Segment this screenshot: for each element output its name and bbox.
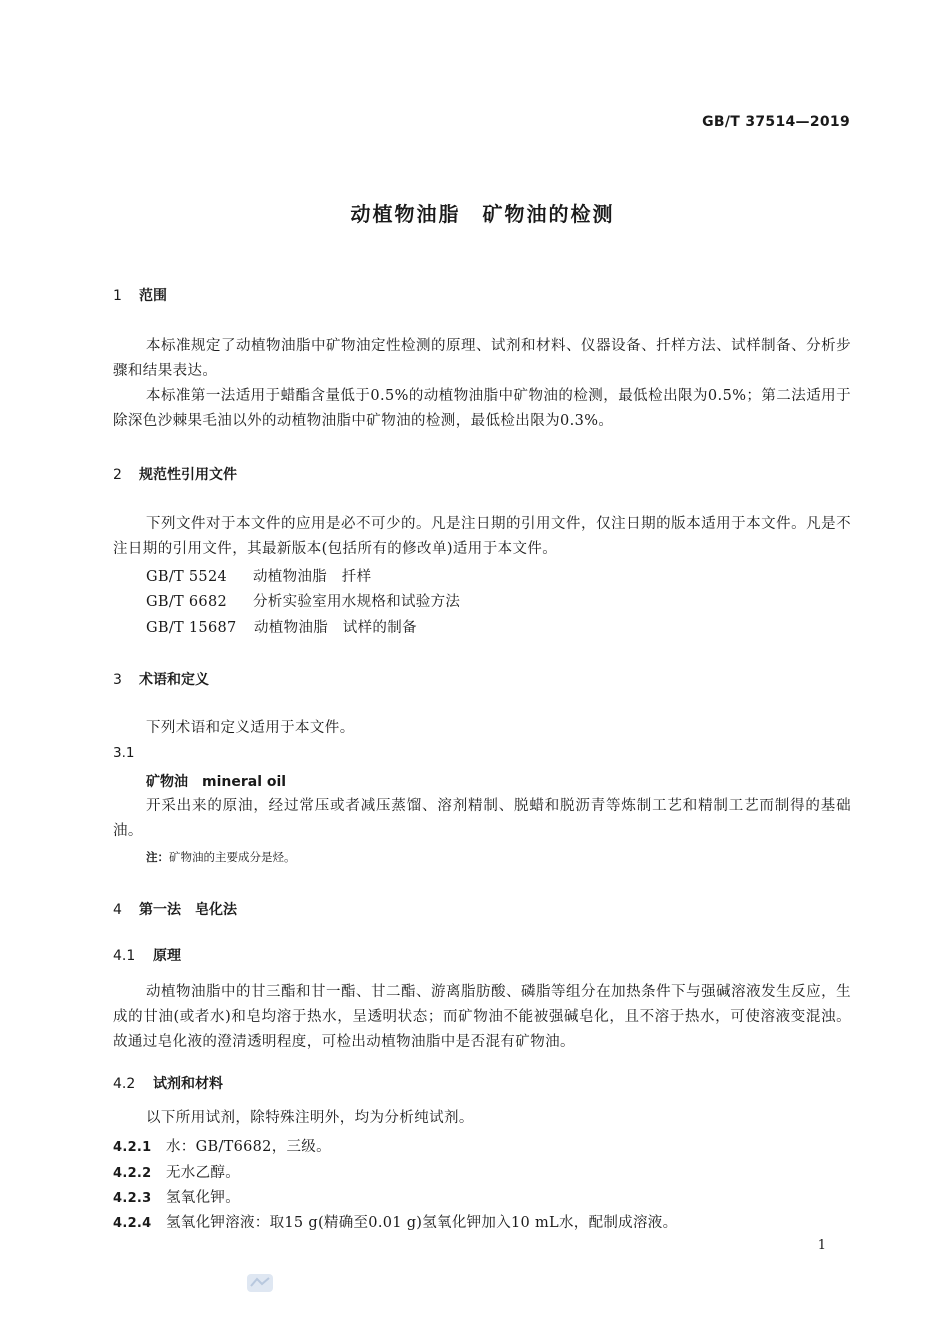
section-number: 2 — [113, 467, 122, 483]
page-number: 1 — [817, 1238, 826, 1253]
section-number: 1 — [113, 288, 122, 304]
note-text: 矿物油的主要成分是烃。 — [169, 850, 296, 864]
subsection-4-2-heading — [113, 1073, 223, 1093]
reagent-item — [113, 1186, 240, 1207]
item-number: 4.2.4 — [113, 1216, 152, 1231]
section-number: 4 — [113, 902, 122, 918]
reference-item — [146, 565, 371, 586]
term-note — [146, 849, 296, 865]
reference-code: GB/T 15687 — [146, 620, 237, 636]
section-title: 规范性引用文件 — [139, 467, 237, 483]
reference-code: GB/T 6682 — [146, 594, 228, 610]
subsection-4-1-paragraph: 动植物油脂中的甘三酯和甘一酯、甘二酯、游离脂肪酸、磷脂等组分在加热条件下与强碱溶液发生反应，生成的甘油(或者水)和皂均溶于热水，呈透明状态；而矿物油不能被强碱皂化，且不溶于热水，可使溶液变混浊。故通过皂化液的澄清透明程度，可检出动植物油脂中是否混有矿物油。 — [113, 984, 851, 1050]
subsection-4-2-paragraph: 以下所用试剂，除特殊注明外，均为分析纯试剂。 — [146, 1110, 474, 1126]
item-number: 4.2.3 — [113, 1191, 152, 1206]
standard-code: GB/T 37514—2019 — [702, 114, 850, 130]
reagent-item — [113, 1211, 677, 1232]
section-2-heading — [113, 464, 237, 484]
subsection-title: 原理 — [153, 948, 181, 964]
section-4-heading — [113, 899, 237, 919]
item-number: 4.2.1 — [113, 1140, 152, 1155]
watermark-logo-icon — [246, 1272, 274, 1294]
item-text: 无水乙醇。 — [166, 1165, 240, 1181]
section-3-paragraph-1: 下列术语和定义适用于本文件。 — [146, 720, 355, 736]
reagent-item — [113, 1135, 331, 1156]
reference-item — [146, 590, 460, 611]
section-title: 第一法 皂化法 — [139, 902, 237, 918]
section-3-heading — [113, 669, 209, 689]
section-title: 范围 — [139, 288, 167, 304]
subsection-number: 4.2 — [113, 1076, 136, 1092]
subsection-4-1-heading — [113, 945, 181, 965]
subsection-number: 4.1 — [113, 948, 136, 964]
document-title: 动植物油脂 矿物油的检测 — [350, 202, 615, 226]
reference-title: 动植物油脂 扦样 — [253, 569, 372, 585]
section-1-paragraph-1: 本标准规定了动植物油脂中矿物油定性检测的原理、试剂和材料、仪器设备、扦样方法、试样制备、分析步骤和结果表达。 — [113, 338, 851, 379]
term-definition: 开采出来的原油，经过常压或者减压蒸馏、溶剂精制、脱蜡和脱沥青等炼制工艺和精制工艺而制得的基础油。 — [113, 798, 851, 839]
note-label: 注： — [146, 850, 169, 864]
item-text: 水：GB/T6682，三级。 — [166, 1139, 331, 1155]
reagent-item — [113, 1161, 240, 1182]
section-2-paragraph-1: 下列文件对于本文件的应用是必不可少的。凡是注日期的引用文件，仅注日期的版本适用于本文件。凡是不注日期的引用文件，其最新版本(包括所有的修改单)适用于本文件。 — [113, 516, 851, 557]
section-1-heading — [113, 285, 167, 305]
section-number: 3 — [113, 672, 122, 688]
item-text: 氢氧化钾。 — [166, 1190, 240, 1206]
item-number: 4.2.2 — [113, 1166, 152, 1181]
reference-code: GB/T 5524 — [146, 569, 228, 585]
reference-item — [146, 616, 417, 637]
term-number: 3.1 — [113, 745, 135, 761]
subsection-title: 试剂和材料 — [153, 1076, 223, 1092]
reference-title: 分析实验室用水规格和试验方法 — [253, 594, 461, 610]
term-name: 矿物油 mineral oil — [146, 774, 287, 790]
section-1-paragraph-2: 本标准第一法适用于蜡酯含量低于0.5%的动植物油脂中矿物油的检测，最低检出限为0.5%；第二法适用于除深色沙棘果毛油以外的动植物油脂中矿物油的检测，最低检出限为0.3%。 — [113, 388, 851, 429]
section-title: 术语和定义 — [139, 672, 209, 688]
reference-title: 动植物油脂 试样的制备 — [254, 620, 417, 636]
item-text: 氢氧化钾溶液：取15 g(精确至0.01 g)氢氧化钾加入10 mL水，配制成溶液。 — [166, 1215, 678, 1231]
